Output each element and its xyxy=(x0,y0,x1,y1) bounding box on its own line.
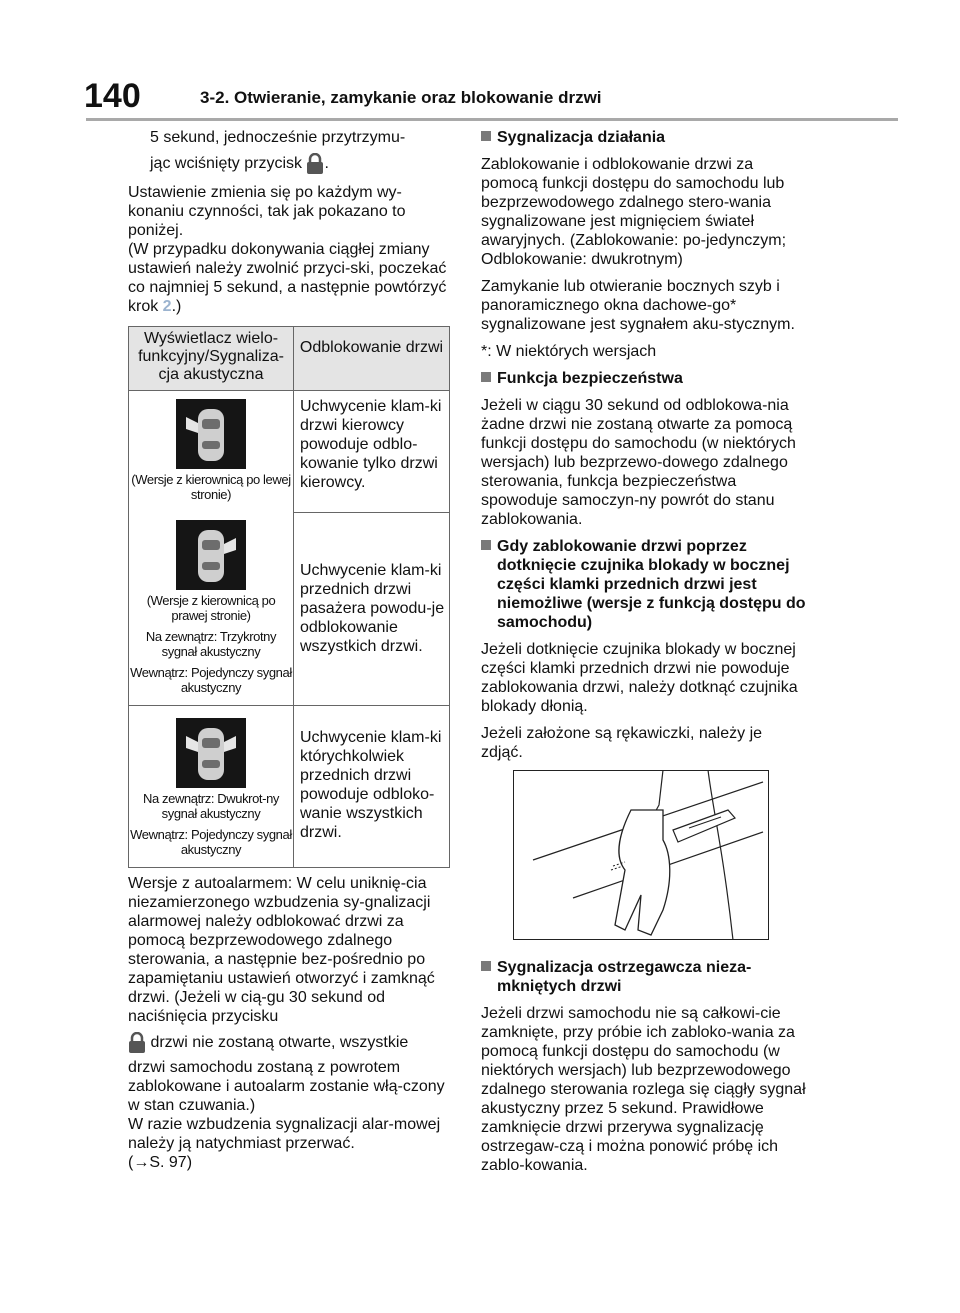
text-fragment: .) xyxy=(171,298,182,315)
square-bullet-icon xyxy=(481,372,491,382)
text-fragment: (W przypadku dokonywania ciągłej zmiany ustawień należy zwolnić przyci-ski, poczekać co najmniej 5 sekund, a następnie powtórzyć krok xyxy=(128,241,447,315)
table-cell-display xyxy=(129,512,294,706)
heading-text: Funkcja bezpieczeństwa xyxy=(497,370,683,387)
heading-security-function xyxy=(481,369,806,388)
text-fragment: jąc wciśnięty przycisk xyxy=(150,155,303,173)
caption: Na zewnątrz: Dwukrot-ny sygnał akustyczny xyxy=(142,791,279,821)
table-row xyxy=(129,512,450,706)
heading-text: Sygnalizacja działania xyxy=(497,129,666,146)
table-cell-text: Uchwycenie klam-ki drzwi kierowcy powoduje odblo-kowanie tylko drzwi kierowcy. xyxy=(294,391,450,513)
text-fragment: drzwi nie zostaną otwarte, wszystkie xyxy=(150,1034,409,1052)
square-bullet-icon xyxy=(481,540,491,550)
paragraph-alarm-stop: W razie wzbudzenia sygnalizacji alar-mowej należy ją natychmiast przerwać. xyxy=(128,1116,441,1152)
caption: Wewnątrz: Pojedynczy sygnał akustyczny xyxy=(130,827,292,857)
paragraph-alarm-button xyxy=(128,1032,452,1054)
paragraph-button-instruction xyxy=(128,153,452,175)
left-column xyxy=(128,128,452,1172)
paragraph-lock-sensor: Jeżeli dotknięcie czujnika blokady w bocznej części klamki przednich drzwi nie powoduje zablokowania drzwi, należy dotknąć czujnika blokady dłonią. xyxy=(481,641,798,715)
table-row xyxy=(129,391,450,513)
table-cell-text: Uchwycenie klam-ki którychkolwiek przednich drzwi powoduje odbloko-wanie wszystkich drzwi. xyxy=(294,706,450,868)
heading-text: Sygnalizacja ostrzegawcza nieza-mkniętych drzwi xyxy=(497,959,752,995)
step-reference: 2 xyxy=(162,298,172,315)
car-driver-door-icon xyxy=(176,399,246,469)
paragraph-continuous-change xyxy=(128,240,452,316)
caption: (Wersje z kierownicą po lewej stronie) xyxy=(131,472,291,502)
hand-touching-door-handle-illustration xyxy=(513,770,769,940)
caption: (Wersje z kierownicą po prawej stronie) xyxy=(146,593,276,623)
paragraph-alarm-relock: drzwi samochodu zostaną z powrotem zablokowane i autoalarm zostanie włą-czony w stan czuwania.) xyxy=(128,1059,445,1114)
square-bullet-icon xyxy=(481,961,491,971)
lock-icon xyxy=(128,1032,146,1054)
paragraph-gloves: Jeżeli założone są rękawiczki, należy je zdjąć. xyxy=(481,725,763,761)
table-row xyxy=(129,706,450,868)
door-unlock-settings-table xyxy=(128,326,450,868)
page-number: 140 xyxy=(84,77,141,115)
paragraph-setting-change: Ustawienie zmienia się po każdym wy-konaniu czynności, tak jak pokazano to poniżej. xyxy=(128,184,406,239)
caption: Na zewnątrz: Trzykrotny sygnał akustyczny xyxy=(145,629,277,659)
paragraph-operation-signals: Zablokowanie i odblokowanie drzwi za pomocą funkcji dostępu do samochodu lub bezprzewodowego zdalnego stero-wania sygnalizowane jest mignięciem świateł awaryjnych. (Zablokowanie: po-jedynczym; Odblokowanie: dwukrotnym) xyxy=(481,156,787,268)
paragraph-alarm-versions: Wersje z autoalarmem: W celu uniknię-cia niezamierzonego wzbudzenia sy-gnalizacji alarmowej należy odblokować drzwi za pomocą bezprzewodowego zdalnego sterowania, a następnie bez-pośrednio po zapamiętaniu ustawień otworzyć i zamknąć drzwi. (Jeżeli w cią-gu 30 sekund od naciśnięcia przycisku xyxy=(128,875,435,1025)
table-cell-display xyxy=(129,706,294,868)
page-reference: (→S. 97) xyxy=(128,1154,193,1171)
square-bullet-icon xyxy=(481,131,491,141)
table-cell-text: Uchwycenie klam-ki przednich drzwi pasażera powodu-je odblokowanie wszystkich drzwi. xyxy=(294,512,450,706)
header-rule xyxy=(86,118,898,121)
heading-lock-sensor xyxy=(481,537,806,632)
paragraph-door-warning: Jeżeli drzwi samochodu nie są całkowi-cie zamknięte, przy próbie ich zabloko-wania za pomocą funkcji dostępu do samochodu (w niektórych wersjach) lub bezprzewodowego zdalnego sterowania rozlega się ciągły sygnał akustyczny przez 5 sekund. Prawidłowe zamknięcie drzwi przerywa sygnalizację ostrzegaw-czą i można ponowić próbę ich zablo-kowania. xyxy=(481,1005,806,1174)
paragraph-continuation: 5 sekund, jednocześnie przytrzymu- xyxy=(150,129,406,146)
table-header-unlock: Odblokowanie drzwi xyxy=(294,327,450,391)
section-title: 3-2. Otwieranie, zamykanie oraz blokowanie drzwi xyxy=(200,88,602,107)
paragraph-window-signals: Zamykanie lub otwieranie bocznych szyb i panoramicznego okna dachowe-go* sygnalizowane jest sygnałem aku-stycznym. xyxy=(481,278,795,333)
car-both-doors-icon xyxy=(176,718,246,788)
table-header-display: Wyświetlacz wielo-funkcyjny/Sygnaliza-cja akustyczna xyxy=(129,327,294,391)
heading-text: Gdy zablokowanie drzwi poprzez dotknięcie czujnika blokady w bocznej części klamki przednich drzwi jest niemożliwe (wersje z funkcją dostępu do samochodu) xyxy=(497,538,806,631)
heading-door-warning xyxy=(481,958,806,996)
car-passenger-door-icon xyxy=(176,520,246,590)
footnote: *: W niektórych wersjach xyxy=(481,343,657,360)
paragraph-security-function: Jeżeli w ciągu 30 sekund od odblokowa-nia żadne drzwi nie zostaną otwarte za pomocą funkcji dostępu do samochodu (w niektórych wersjach) lub bezprzewo-dowego zdalnego sterowania, funkcja bezpieczeństwa spowoduje samoczyn-ny powrót do stanu zablokowania. xyxy=(481,397,796,528)
right-column xyxy=(481,128,806,1183)
table-header-row xyxy=(129,327,450,391)
lock-icon xyxy=(306,153,324,175)
caption: Wewnątrz: Pojedynczy sygnał akustyczny xyxy=(130,665,292,695)
text-fragment: . xyxy=(324,155,329,173)
table-cell-display xyxy=(129,391,294,513)
heading-operation-signals xyxy=(481,128,806,147)
